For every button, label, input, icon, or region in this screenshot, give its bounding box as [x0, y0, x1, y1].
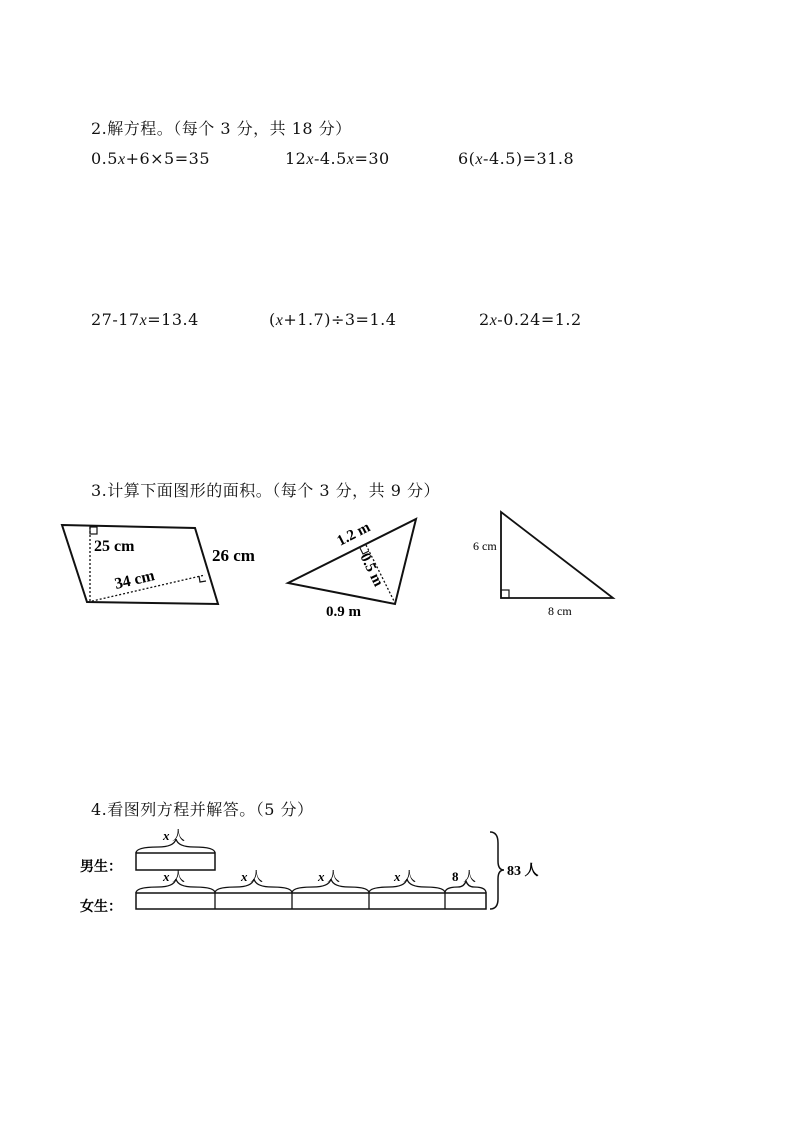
boys-var-label: x	[163, 828, 170, 843]
line-segment-diagram	[70, 825, 560, 920]
girls-var-label-3: x	[318, 869, 325, 884]
equation-4: 27-17x=13.4	[91, 310, 199, 329]
section-2-heading: 2.解方程。（每个 3 分，共 18 分）	[91, 119, 352, 138]
girls-var-label-1: x	[163, 869, 170, 884]
base-label: 0.9 m	[326, 604, 361, 620]
boys-label: 男生：	[80, 859, 122, 875]
diagonal-label: 34 cm	[113, 567, 157, 593]
equation-6: 2x-0.24=1.2	[479, 310, 582, 329]
equation-3: 6(x-4.5)=31.8	[458, 149, 575, 168]
equation-2: 12x-4.5x=30	[285, 149, 390, 168]
total-brace	[490, 832, 504, 909]
girls-extra-unit-label: 人	[463, 870, 477, 885]
girls-var-label-2: x	[241, 869, 248, 884]
height-label: 6 cm	[473, 539, 497, 553]
base-label: 8 cm	[548, 604, 572, 618]
right-angle-marker	[90, 527, 97, 534]
girls-label: 女生：	[80, 899, 122, 915]
girls-unit-label-2: 人	[250, 870, 264, 885]
triangle-figure-1	[280, 510, 430, 625]
right-angle-marker	[199, 576, 206, 582]
side-label: 26 cm	[212, 546, 255, 565]
girls-var-label-4: x	[394, 869, 401, 884]
triangle-figure-2	[470, 505, 630, 620]
total-label: 83 人	[507, 864, 539, 879]
section-3-heading: 3.计算下面图形的面积。（每个 3 分，共 9 分）	[91, 481, 440, 500]
parallelogram-shape	[62, 525, 218, 604]
side-label: 1.2 m	[334, 519, 374, 550]
girls-unit-label-1: 人	[172, 870, 186, 885]
girls-unit-label-3: 人	[327, 870, 341, 885]
equation-1: 0.5x+6×5=35	[91, 149, 210, 168]
equation-5: (x+1.7)÷3=1.4	[269, 310, 397, 329]
height-label: 0.5 m	[356, 550, 387, 590]
height-label: 25 cm	[94, 538, 135, 555]
right-angle-marker	[501, 590, 509, 598]
girls-unit-label-4: 人	[403, 870, 417, 885]
right-triangle-shape	[501, 512, 613, 598]
section-4-heading: 4.看图列方程并解答。（5 分）	[91, 800, 314, 819]
boys-bar	[136, 853, 215, 870]
girls-bar	[136, 893, 486, 909]
boys-unit-label: 人	[172, 829, 186, 844]
girls-extra-label: 8	[452, 869, 459, 884]
parallelogram-figure	[50, 515, 280, 615]
